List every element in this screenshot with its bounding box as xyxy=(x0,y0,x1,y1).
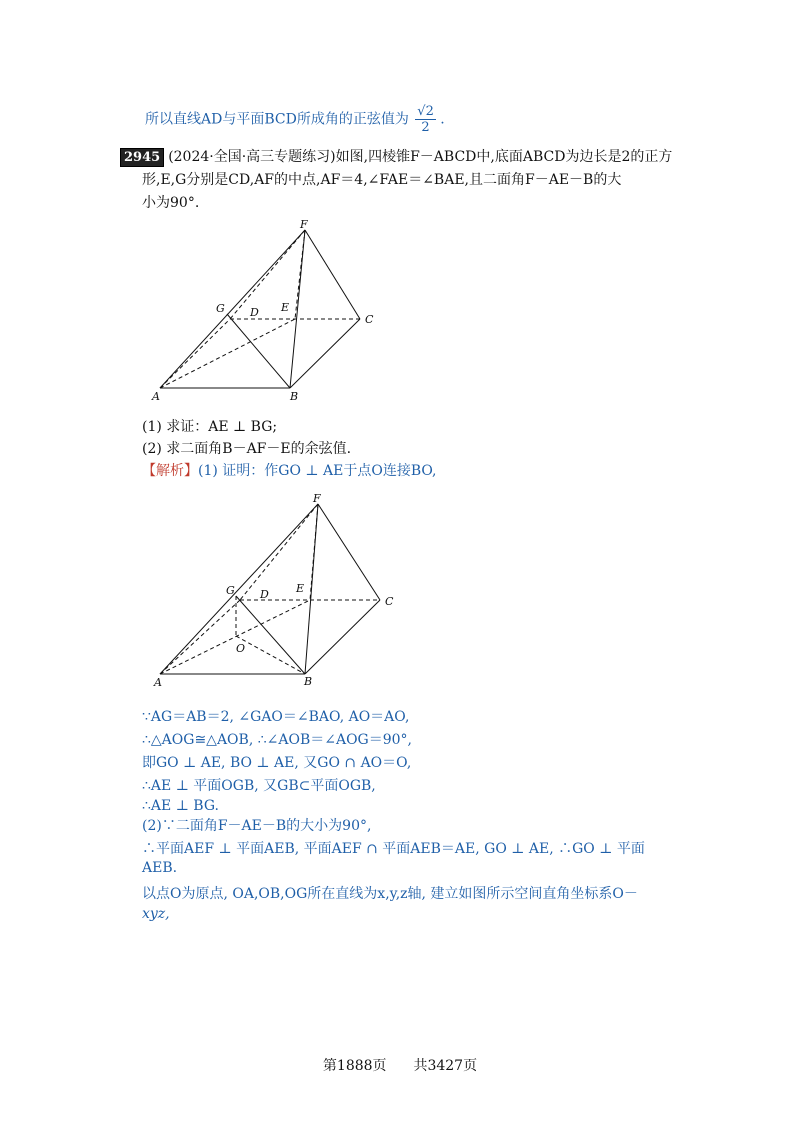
top-conclusion-text: 所以直线AD与平面BCD所成角的正弦值为 xyxy=(145,111,409,128)
problem-number-badge: 2945 xyxy=(120,148,164,167)
question-1: (1) 求证：AE ⊥ BG; xyxy=(142,419,278,435)
solution-line-8: AEB. xyxy=(142,860,178,876)
problem-line-2: 形,E,G分别是CD,AF的中点,AF＝4,∠FAE＝∠BAE,且二面角F－AE－B的大 xyxy=(142,172,622,188)
page-total: 共3427页 xyxy=(413,1058,478,1074)
solution-line-2: ∴△AOG≅△AOB, ∴∠AOB＝∠AOG＝90°, xyxy=(142,732,412,748)
solution-line-1: ∵AG＝AB＝2, ∠GAO＝∠BAO, AO＝AO, xyxy=(142,709,410,725)
sqrt2-over-2-fraction xyxy=(415,104,436,135)
solution-intro: (1) 证明：作GO ⊥ AE于点O连接BO, xyxy=(198,463,437,479)
label-D: D xyxy=(250,306,259,319)
top-conclusion-line xyxy=(145,104,445,135)
top-conclusion-tail: . xyxy=(440,111,445,128)
segment-AE-hidden xyxy=(160,600,310,674)
label-O: O xyxy=(236,642,246,655)
label-D: D xyxy=(260,588,269,601)
solution-line-4: ∴AE ⊥ 平面OGB, 又GB⊂平面OGB, xyxy=(142,778,376,794)
solution-line-10: xyz, xyxy=(142,906,170,922)
fraction-denominator: 2 xyxy=(421,120,430,135)
label-A: A xyxy=(152,390,160,403)
fraction-numerator: √2 xyxy=(417,104,434,119)
problem-text-1: (2024·全国·高三专题练习)如图,四棱锥F－ABCD中,底面ABCD为边长是2的正方 xyxy=(168,149,673,165)
label-C: C xyxy=(385,595,394,608)
label-E: E xyxy=(296,582,305,595)
segment-GB xyxy=(227,314,290,388)
question-2: (2) 求二面角B－AF－E的余弦值. xyxy=(142,441,352,457)
label-G: G xyxy=(216,302,225,315)
edge-AD-hidden xyxy=(160,319,230,388)
pyramid-figure-1 xyxy=(150,218,390,403)
label-E: E xyxy=(281,301,290,314)
problem-line-3: 小为90°. xyxy=(142,195,200,211)
edge-FD-hidden xyxy=(240,504,318,600)
label-B: B xyxy=(304,675,313,688)
solution-intro-line xyxy=(142,460,436,480)
label-G: G xyxy=(226,584,235,597)
edge-FB xyxy=(305,504,318,674)
solution-line-6: (2)∵二面角F－AE－B的大小为90°, xyxy=(142,818,372,834)
edge-FC xyxy=(318,504,380,600)
label-C: C xyxy=(365,313,374,326)
solution-line-9: 以点O为原点, OA,OB,OG所在直线为x,y,z轴, 建立如图所示空间直角坐标系O－ xyxy=(142,886,638,902)
pyramid-figure-2 xyxy=(150,492,400,692)
solution-line-3: 即GO ⊥ AE, BO ⊥ AE, 又GO ∩ AO＝O, xyxy=(142,755,412,771)
label-F: F xyxy=(300,218,308,231)
solution-tag: 【解析】 xyxy=(142,463,198,479)
label-A: A xyxy=(154,676,162,689)
segment-OB-hidden xyxy=(236,636,305,674)
label-F: F xyxy=(313,492,321,505)
solution-line-5: ∴AE ⊥ BG. xyxy=(142,798,219,814)
edge-FC xyxy=(305,230,360,319)
segment-AE-hidden xyxy=(160,319,295,388)
edge-BC xyxy=(290,319,360,388)
label-B: B xyxy=(290,390,299,403)
solution-line-7: ∴平面AEF ⊥ 平面AEB, 平面AEF ∩ 平面AEB＝AE, GO ⊥ AE, ∴GO ⊥ 平面 xyxy=(142,841,645,857)
page-footer xyxy=(0,1055,800,1075)
edge-AD-hidden xyxy=(160,600,240,674)
edge-FD-hidden xyxy=(230,230,305,319)
page-number: 第1888页 xyxy=(322,1058,387,1074)
problem-line-1 xyxy=(120,146,672,167)
edge-BC xyxy=(305,600,380,674)
